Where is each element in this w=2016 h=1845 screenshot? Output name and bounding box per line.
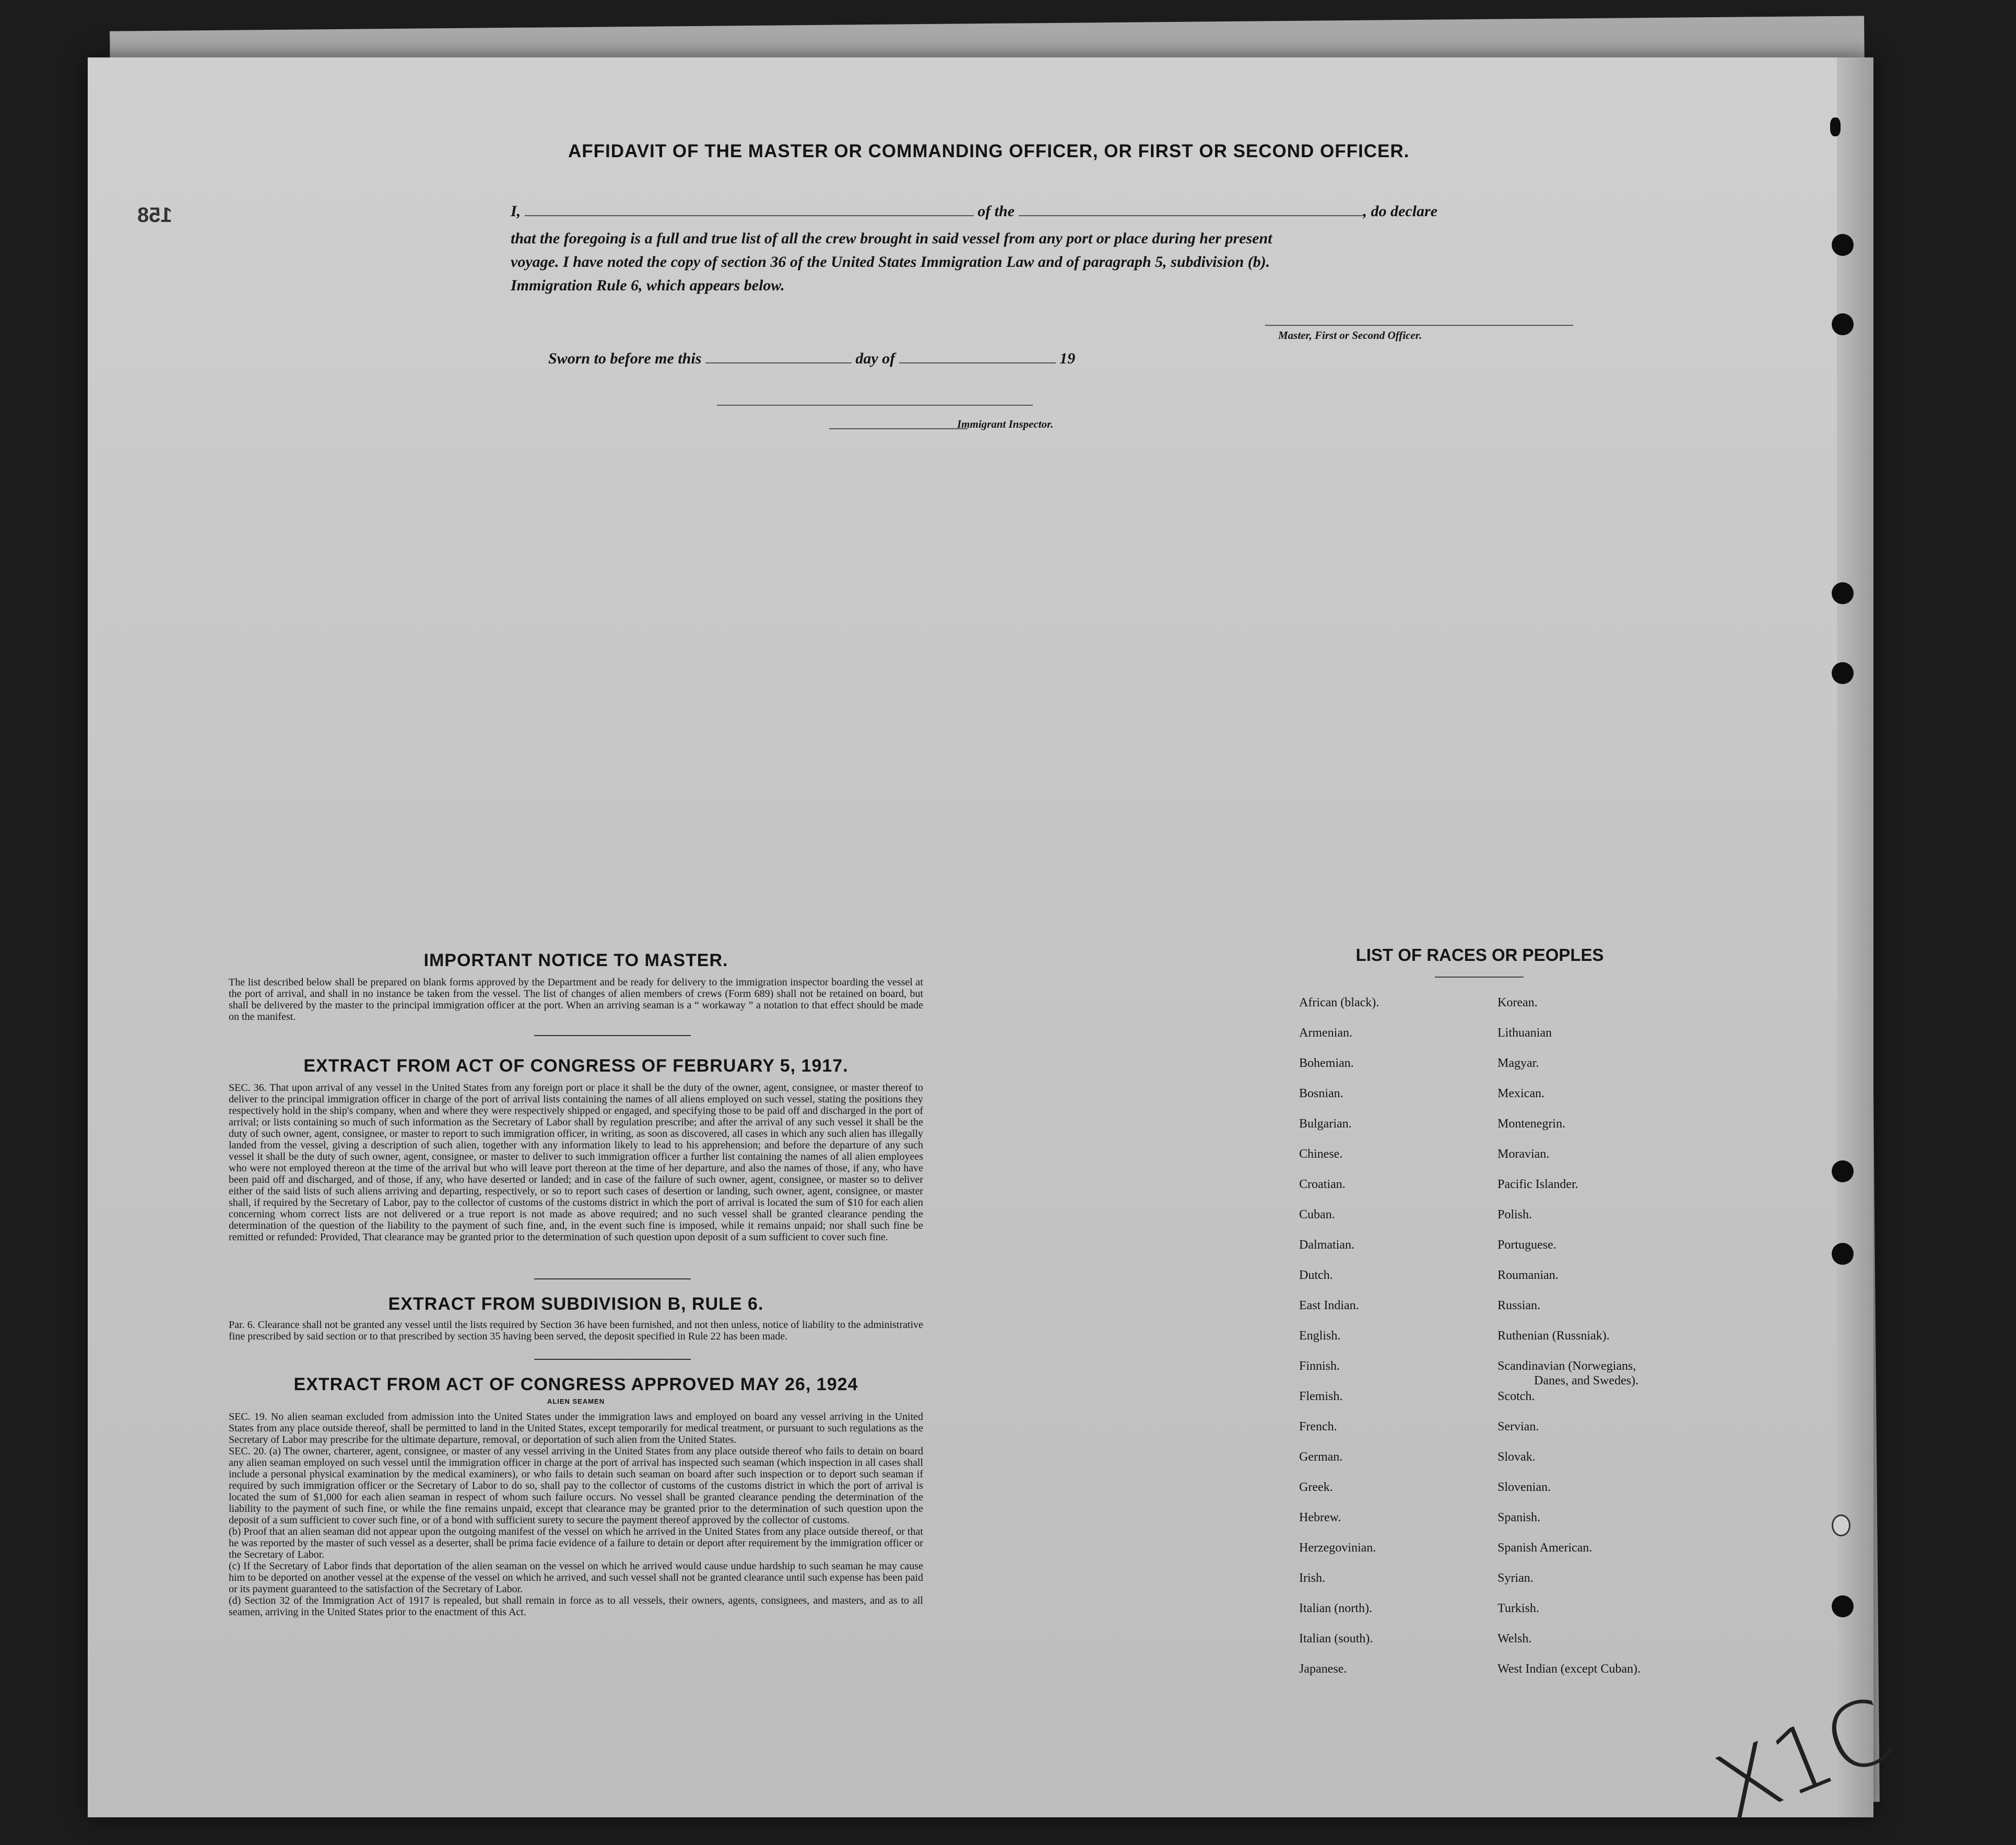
handwritten-mark: X1C xyxy=(1701,1677,1906,1841)
race-item: Lithuanian xyxy=(1498,1026,1552,1040)
race-item: Ruthenian (Russniak). xyxy=(1498,1329,1610,1343)
races-title: LIST OF RACES OR PEOPLES xyxy=(1355,945,1604,965)
race-item: Bosnian. xyxy=(1299,1087,1343,1100)
affidavit-line-3: voyage. I have noted the copy of section 36 of the United States Immigration Law and of paragraph 5, subdivision (b). xyxy=(511,253,1270,271)
punch-hole xyxy=(1832,234,1854,256)
race-item: Montenegrin. xyxy=(1498,1117,1565,1131)
race-item: Syrian. xyxy=(1498,1571,1534,1585)
race-item: Hebrew. xyxy=(1299,1511,1341,1524)
races-separator xyxy=(1435,977,1524,978)
race-item: Polish. xyxy=(1498,1208,1532,1221)
race-item: Magyar. xyxy=(1498,1056,1539,1070)
inspector-signature-label: Immigrant Inspector. xyxy=(957,418,1054,430)
notice-text: The list described below shall be prepared on blank forms approved by the Department and be ready for delivery to the immigration inspector boarding the vessel at the port of arrival, and shall in no instance be taken from the vessel. The list of changes of alien members of crews (Form 689) shall not be retained on board, but shall be delivered by the master to the principal immigration officer at the port. When an arriving seaman is a “ workaway ” a notation to that effect should be made on the manifest. xyxy=(229,977,923,1023)
race-item: Greek. xyxy=(1299,1480,1333,1494)
race-item: French. xyxy=(1299,1420,1337,1433)
extract-1924-text xyxy=(229,1411,923,1618)
punch-hole xyxy=(1830,117,1841,136)
race-item: Dutch. xyxy=(1299,1268,1333,1282)
race-item: Welsh. xyxy=(1498,1632,1532,1646)
year-prefix: 19 xyxy=(1059,350,1076,367)
punch-hole xyxy=(1832,1160,1854,1182)
sec-20d-text: (d) Section 32 of the Immigration Act of 1917 is repealed, but shall remain in force as to all vessels, their owners, agents, consignees, and masters, and as to all seamen, arriving in the United States prior to the enactment of this Act. xyxy=(229,1595,923,1618)
race-item: Slovak. xyxy=(1498,1450,1536,1464)
race-item: Bulgarian. xyxy=(1299,1117,1352,1131)
separator-3 xyxy=(534,1359,691,1360)
sec-20b-text: (b) Proof that an alien seaman did not appear upon the outgoing manifest of the vessel on which he arrived in the United States from any place outside thereof, or that he was reported by the master of such vessel as a deserter, shall be prima facie evidence of a failure to detain or deport after requirement by the immigration officer or the Secretary of Labor. xyxy=(229,1526,923,1560)
race-item: Spanish American. xyxy=(1498,1541,1593,1555)
rule-6-text: Par. 6. Clearance shall not be granted any vessel until the lists required by Section 36 have been furnished, and not then unless, notice of liability to the administrative fine prescribed by said section or to that prescribed by section 35 having been served, the deposit specified in Rule 22 has been made. xyxy=(229,1319,923,1342)
race-item: Herzegovinian. xyxy=(1299,1541,1376,1555)
inspector-upper-line xyxy=(717,405,1033,406)
race-item: Japanese. xyxy=(1299,1662,1347,1676)
affidavit-line-1: I, of the , do declare xyxy=(511,203,1437,220)
race-item: Dalmatian. xyxy=(1299,1238,1354,1252)
race-item: Cuban. xyxy=(1299,1208,1335,1221)
race-item: Danes, and Swedes). xyxy=(1534,1374,1638,1388)
race-item: Armenian. xyxy=(1299,1026,1352,1040)
race-item: African (black). xyxy=(1299,996,1380,1009)
rule-6-title: EXTRACT FROM SUBDIVISION B, RULE 6. xyxy=(388,1294,764,1314)
affidavit-line-2: that the foregoing is a full and true list of all the crew brought in said vessel from any port or place during her present xyxy=(511,230,1272,247)
race-item: Flemish. xyxy=(1299,1390,1343,1403)
race-item: Mexican. xyxy=(1498,1087,1545,1100)
races-column-1 xyxy=(1299,996,1379,1693)
race-item: Turkish. xyxy=(1498,1602,1539,1615)
extract-1917-title: EXTRACT FROM ACT OF CONGRESS OF FEBRUARY 5, 1917. xyxy=(303,1056,848,1076)
race-item: Finnish. xyxy=(1299,1359,1340,1373)
sworn-line xyxy=(548,350,1075,368)
race-item: Bohemian. xyxy=(1299,1056,1354,1070)
punch-hole xyxy=(1832,1595,1854,1617)
day-of-text: day of xyxy=(855,350,895,367)
race-item: Servian. xyxy=(1498,1420,1539,1433)
race-item: Slovenian. xyxy=(1498,1480,1551,1494)
race-item: Chinese. xyxy=(1299,1147,1343,1161)
affidavit-title: AFFIDAVIT OF THE MASTER OR COMMANDING OFFICER, OR FIRST OR SECOND OFFICER. xyxy=(568,141,1410,161)
margin-number: 158 xyxy=(137,204,172,227)
race-item: Irish. xyxy=(1299,1571,1325,1585)
punch-hole xyxy=(1832,582,1854,604)
sec-20c-text: (c) If the Secretary of Labor finds that deportation of the alien seaman on the vessel on which he arrived would cause undue hardship to such seaman he may cause him to be deported on another vessel at the expense of the vessel on which he arrived, and such vessel shall not be granted clearance until such expense has been paid or its payment guaranteed to the satisfaction of the Secretary of Labor. xyxy=(229,1560,923,1595)
separator-1 xyxy=(534,1035,691,1036)
race-item: German. xyxy=(1299,1450,1343,1464)
affidavit-of-the: of the xyxy=(977,203,1015,220)
extract-1917-text: SEC. 36. That upon arrival of any vessel in the United States from any foreign port or place it shall be the duty of the owner, agent, consignee, or master thereof to deliver to the principal immigration officer in charge of the port of arrival lists containing the names of all aliens employed on such vessel, stating the positions they respectively hold in the ship's company, when and where they were respectively shipped or engaged, and specifying those to be paid off and discharged in the port of arrival; or lists containing so much of such information as the Secretary of Labor shall by regulation prescribe; and after the arrival of any such vessel it shall be the duty of such owner, agent, consignee, or master to report to such immigration officer, in writing, as soon as discovered, all cases in which any such alien has illegally landed from the vessel, giving a description of such alien, together with any information likely to lead to his apprehension; and before the departure of any such vessel it shall be the duty of such owner, agent, consignee, or master to deliver to such immigration officer a further list containing the names of all alien employees who were not employed thereon at the time of the arrival but who will leave port thereon at the time of her departure, and also the names of those, if any, who have been paid off and discharged, and of those, if any, who have deserted or landed; and in case of the failure of such owner, agent, consignee, or master so to deliver either of the said lists of such aliens arriving and departing, respectively, or so to report such cases of desertion or landing, such owner, agent, consignee, or master shall, if required by the Secretary of Labor, pay to the collector of customs of the customs district in which the port of arrival is located the sum of $10 for each alien concerning whom correct lists are not delivered or a true report is not made as above required; and no such vessel shall be granted clearance pending the determination of the question of the liability to the payment of such fine, and, in the event such fine is imposed, while it remains unpaid; nor shall such fine be remitted or refunded: Provided, That clearance may be granted prior to the determination of such question upon deposit of a sum sufficient to cover such fine. xyxy=(229,1082,923,1243)
race-item: Scandinavian (Norwegians, xyxy=(1498,1359,1636,1373)
alien-seamen-subtitle: ALIEN SEAMEN xyxy=(547,1397,605,1405)
race-item: Pacific Islander. xyxy=(1498,1178,1578,1191)
punch-hole xyxy=(1832,313,1854,335)
race-item: West Indian (except Cuban). xyxy=(1498,1662,1641,1676)
race-item: East Indian. xyxy=(1299,1299,1359,1312)
document-page xyxy=(88,57,1906,1841)
race-item: Portuguese. xyxy=(1498,1238,1557,1252)
races-column-2 xyxy=(1498,996,1641,1693)
master-signature-line xyxy=(1265,325,1573,326)
punch-hole xyxy=(1832,662,1854,684)
inspector-signature-line xyxy=(829,428,968,429)
punch-hole xyxy=(1832,1243,1854,1265)
race-item: Croatian. xyxy=(1299,1178,1346,1191)
race-item: Russian. xyxy=(1498,1299,1541,1312)
sworn-month-blank xyxy=(899,350,1056,363)
master-signature-label: Master, First or Second Officer. xyxy=(1278,329,1422,342)
race-item: Italian (south). xyxy=(1299,1632,1373,1646)
sec-19-text: SEC. 19. No alien seaman excluded from admission into the United States under the immigration laws and employed on board any vessel arriving in the United States from any place outside thereof, shall be permitted to land in the United States, except temporarily for medical treatment, or pursuant to such regulations as the Secretary of Labor may prescribe for the ultimate departure, removal, or deportation of such alien from the United States. xyxy=(229,1411,923,1446)
sec-20a-text: SEC. 20. (a) The owner, charterer, agent, consignee, or master of any vessel arriving in the United States from any place outside thereof who fails to detain on board any alien seaman employed on such vessel until the immigration officer in charge at the port of arrival has inspected such seaman (which inspection in all cases shall include a personal physical examination by the medical examiners), or who fails to detain such seaman on board after such inspection or to deport such seaman if required by such immigration officer or the Secretary of Labor to do so, shall pay to the collector of customs of the customs district in which the port of arrival is located the sum of $1,000 for each alien seaman in respect of whom such failure occurs. No vessel shall be granted clearance pending the determination of the liability to the payment of such fine, or while the fine remains unpaid, except that clearance may be granted prior to the determination of such question upon the deposit of a sum sufficient to cover such fine, or of a bond with sufficient surety to secure the payment thereof approved by the collector of customs. xyxy=(229,1446,923,1526)
race-item: English. xyxy=(1299,1329,1341,1343)
affidavit-line-4: Immigration Rule 6, which appears below. xyxy=(511,277,785,294)
race-item: Moravian. xyxy=(1498,1147,1550,1161)
race-item: Korean. xyxy=(1498,996,1538,1009)
separator-2 xyxy=(534,1278,691,1279)
vessel-blank xyxy=(1019,203,1363,216)
notice-title: IMPORTANT NOTICE TO MASTER. xyxy=(423,950,728,970)
race-item: Roumanian. xyxy=(1498,1268,1559,1282)
name-blank xyxy=(525,203,974,216)
race-item: Italian (north). xyxy=(1299,1602,1372,1615)
affidavit-declare: do declare xyxy=(1371,203,1437,220)
sworn-text: Sworn to before me this xyxy=(548,350,702,367)
sworn-day-blank xyxy=(705,350,852,363)
affidavit-i: I, xyxy=(511,203,521,220)
race-item: Spanish. xyxy=(1498,1511,1541,1524)
extract-1924-title: EXTRACT FROM ACT OF CONGRESS APPROVED MAY 26, 1924 xyxy=(293,1374,858,1394)
punch-hole xyxy=(1832,1514,1850,1536)
race-item: Scotch. xyxy=(1498,1390,1535,1403)
